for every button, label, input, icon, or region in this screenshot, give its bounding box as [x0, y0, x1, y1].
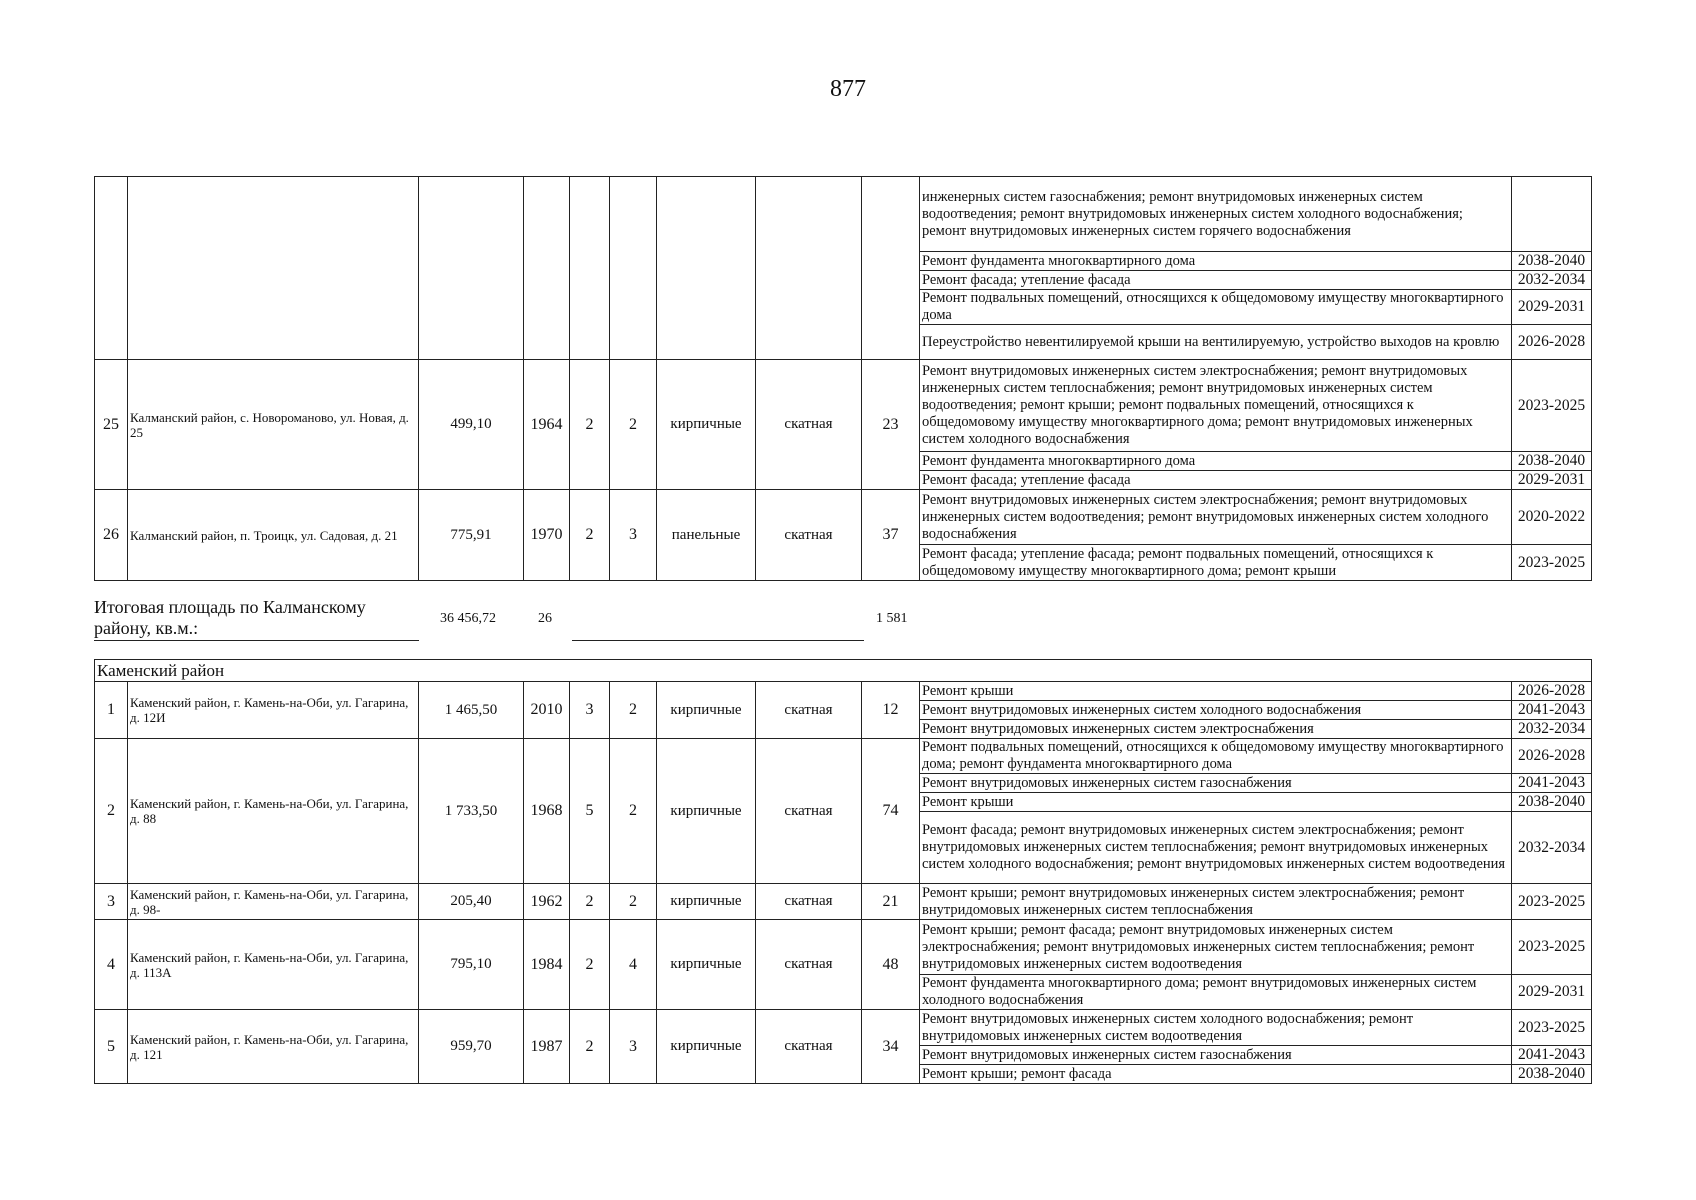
walls-cell: кирпичные: [657, 360, 756, 490]
total-area: 36 456,72: [440, 611, 496, 626]
total-houses-count: 26: [538, 611, 552, 626]
work-period: 2032-2034: [1512, 812, 1592, 884]
floors-cell: 2: [570, 490, 610, 581]
page-number: 877: [830, 76, 866, 102]
address-cell: Каменский район, г. Камень-на-Оби, ул. Гагарина, д. 98-: [128, 884, 419, 920]
address-cell: Каменский район, г. Камень-на-Оби, ул. Гагарина, д. 88: [128, 739, 419, 884]
work-period: 2023-2025: [1512, 1010, 1592, 1046]
work-description: Ремонт внутридомовых инженерных систем электроснабжения; ремонт внутридомовых инженерных систем водоотведения; ремонт внутридомовых инженерных систем холодного водоснабжения: [920, 490, 1512, 545]
floors-cell: 2: [570, 1010, 610, 1084]
year-cell: 2010: [524, 682, 570, 739]
row-number: 25: [95, 360, 128, 490]
work-period: 2026-2028: [1512, 682, 1592, 701]
work-description: Ремонт фасада; утепление фасада: [920, 471, 1512, 490]
work-period: 2041-2043: [1512, 701, 1592, 720]
total-underline-label: [94, 640, 419, 641]
work-period: 2020-2022: [1512, 490, 1592, 545]
entrances-cell: 4: [610, 920, 657, 1010]
work-description: Ремонт фундамента многоквартирного дома: [920, 252, 1512, 271]
work-period: 2038-2040: [1512, 1065, 1592, 1084]
residents-cell: 37: [862, 490, 920, 581]
area-cell: 205,40: [419, 884, 524, 920]
empty-cell: [570, 177, 610, 360]
table-row: [95, 177, 1592, 252]
year-cell: 1964: [524, 360, 570, 490]
work-period: 2029-2031: [1512, 975, 1592, 1010]
roof-cell: скатная: [756, 920, 862, 1010]
residents-cell: 23: [862, 360, 920, 490]
work-description: Ремонт фасада; утепление фасада: [920, 271, 1512, 290]
work-description: Ремонт внутридомовых инженерных систем холодного водоснабжения: [920, 701, 1512, 720]
roof-cell: скатная: [756, 360, 862, 490]
area-cell: 1 465,50: [419, 682, 524, 739]
empty-cell: [95, 177, 128, 360]
residents-cell: 48: [862, 920, 920, 1010]
roof-cell: скатная: [756, 739, 862, 884]
walls-cell: кирпичные: [657, 920, 756, 1010]
walls-cell: кирпичные: [657, 884, 756, 920]
area-cell: 499,10: [419, 360, 524, 490]
work-description: Ремонт фундамента многоквартирного дома; ремонт внутридомовых инженерных систем холодного водоснабжения: [920, 975, 1512, 1010]
residents-cell: 34: [862, 1010, 920, 1084]
work-period: 2023-2025: [1512, 360, 1592, 452]
roof-cell: скатная: [756, 1010, 862, 1084]
empty-cell: [128, 177, 419, 360]
area-cell: 1 733,50: [419, 739, 524, 884]
row-number: 2: [95, 739, 128, 884]
work-description: Ремонт внутридомовых инженерных систем холодного водоснабжения; ремонт внутридомовых инженерных систем водоотведения: [920, 1010, 1512, 1046]
floors-cell: 2: [570, 360, 610, 490]
work-description: Ремонт подвальных помещений, относящихся к общедомовому имуществу многоквартирного дома: [920, 290, 1512, 325]
residents-cell: 21: [862, 884, 920, 920]
district-total-label: Итоговая площадь по Калманскому району, кв.м.:: [94, 597, 366, 638]
work-period: 2026-2028: [1512, 739, 1592, 774]
work-period: 2029-2031: [1512, 471, 1592, 490]
work-description: Ремонт фасада; ремонт внутридомовых инженерных систем электроснабжения; ремонт внутридомовых инженерных систем теплоснабжения; ремонт внутридомовых инженерных систем холодного водоснабжения; ремонт внутридомовых инженерных систем водоотведения: [920, 812, 1512, 884]
entrances-cell: 3: [610, 1010, 657, 1084]
residents-cell: 74: [862, 739, 920, 884]
work-period: 2038-2040: [1512, 793, 1592, 812]
work-period: 2023-2025: [1512, 920, 1592, 975]
floors-cell: 2: [570, 920, 610, 1010]
row-number: 26: [95, 490, 128, 581]
work-description: Ремонт фасада; утепление фасада; ремонт подвальных помещений, относящихся к общедомовому имуществу многоквартирного дома; ремонт крыши: [920, 545, 1512, 581]
work-description: Ремонт крыши: [920, 682, 1512, 701]
table-row: [95, 884, 1592, 920]
work-period: 2023-2025: [1512, 884, 1592, 920]
work-description: инженерных систем газоснабжения; ремонт внутридомовых инженерных систем водоотведения; ремонт внутридомовых инженерных систем холодного водоснабжения; ремонт внутридомовых инженерных систем горячего водоснабжения: [920, 177, 1512, 252]
roof-cell: скатная: [756, 884, 862, 920]
walls-cell: кирпичные: [657, 1010, 756, 1084]
work-period: [1512, 177, 1592, 252]
year-cell: 1984: [524, 920, 570, 1010]
address-cell: Каменский район, г. Камень-на-Оби, ул. Гагарина, д. 12И: [128, 682, 419, 739]
walls-cell: кирпичные: [657, 739, 756, 884]
work-description: Ремонт внутридомовых инженерных систем газоснабжения: [920, 1046, 1512, 1065]
work-period: 2041-2043: [1512, 1046, 1592, 1065]
work-period: 2038-2040: [1512, 452, 1592, 471]
walls-cell: панельные: [657, 490, 756, 581]
entrances-cell: 2: [610, 739, 657, 884]
row-number: 4: [95, 920, 128, 1010]
total-underline-middle: [572, 640, 864, 641]
row-number: 5: [95, 1010, 128, 1084]
entrances-cell: 2: [610, 360, 657, 490]
work-description: Ремонт крыши; ремонт внутридомовых инженерных систем электроснабжения; ремонт внутридомовых инженерных систем теплоснабжения: [920, 884, 1512, 920]
address-cell: Каменский район, г. Камень-на-Оби, ул. Гагарина, д. 121: [128, 1010, 419, 1084]
work-description: Ремонт подвальных помещений, относящихся к общедомовому имуществу многоквартирного дома; ремонт фундамента многоквартирного дома: [920, 739, 1512, 774]
work-description: Ремонт крыши; ремонт фасада; ремонт внутридомовых инженерных систем электроснабжения; ремонт внутридомовых инженерных систем теплоснабжения; ремонт внутридомовых инженерных систем водоотведения: [920, 920, 1512, 975]
work-description: Переустройство невентилируемой крыши на вентилируемую, устройство выходов на кровлю: [920, 325, 1512, 360]
floors-cell: 2: [570, 884, 610, 920]
table-row: [95, 360, 1592, 452]
row-number: 3: [95, 884, 128, 920]
work-period: 2041-2043: [1512, 774, 1592, 793]
year-cell: 1970: [524, 490, 570, 581]
work-period: 2038-2040: [1512, 252, 1592, 271]
address-cell: Калманский район, п. Троицк, ул. Садовая, д. 21: [128, 490, 419, 581]
table-row: [95, 739, 1592, 774]
bottom-registry-table: [94, 659, 1592, 1084]
empty-cell: [862, 177, 920, 360]
work-period: 2032-2034: [1512, 271, 1592, 290]
empty-cell: [610, 177, 657, 360]
total-residents: 1 581: [876, 611, 908, 626]
top-registry-table: [94, 176, 1592, 581]
work-description: Ремонт фундамента многоквартирного дома: [920, 452, 1512, 471]
district-header: Каменский район: [95, 660, 1592, 682]
table-row: [95, 1010, 1592, 1046]
roof-cell: скатная: [756, 682, 862, 739]
year-cell: 1968: [524, 739, 570, 884]
entrances-cell: 2: [610, 884, 657, 920]
year-cell: 1962: [524, 884, 570, 920]
entrances-cell: 2: [610, 682, 657, 739]
row-number: 1: [95, 682, 128, 739]
table-row: [95, 490, 1592, 545]
entrances-cell: 3: [610, 490, 657, 581]
address-cell: Каменский район, г. Камень-на-Оби, ул. Гагарина, д. 113А: [128, 920, 419, 1010]
work-period: 2023-2025: [1512, 545, 1592, 581]
walls-cell: кирпичные: [657, 682, 756, 739]
area-cell: 795,10: [419, 920, 524, 1010]
work-description: Ремонт внутридомовых инженерных систем газоснабжения: [920, 774, 1512, 793]
year-cell: 1987: [524, 1010, 570, 1084]
residents-cell: 12: [862, 682, 920, 739]
work-period: 2032-2034: [1512, 720, 1592, 739]
work-period: 2026-2028: [1512, 325, 1592, 360]
work-description: Ремонт крыши: [920, 793, 1512, 812]
roof-cell: скатная: [756, 490, 862, 581]
empty-cell: [756, 177, 862, 360]
area-cell: 959,70: [419, 1010, 524, 1084]
empty-cell: [657, 177, 756, 360]
empty-cell: [524, 177, 570, 360]
table-row: [95, 920, 1592, 975]
floors-cell: 5: [570, 739, 610, 884]
table-row: [95, 682, 1592, 701]
address-cell: Калманский район, с. Новороманово, ул. Новая, д. 25: [128, 360, 419, 490]
work-period: 2029-2031: [1512, 290, 1592, 325]
work-description: Ремонт крыши; ремонт фасада: [920, 1065, 1512, 1084]
work-description: Ремонт внутридомовых инженерных систем электроснабжения; ремонт внутридомовых инженерных систем теплоснабжения; ремонт внутридомовых инженерных систем водоотведения; ремонт крыши; ремонт подвальных помещений, относящихся к общедомовому имуществу многоквартирного дома; ремонт внутридомовых инженерных систем холодного водоснабжения: [920, 360, 1512, 452]
work-description: Ремонт внутридомовых инженерных систем электроснабжения: [920, 720, 1512, 739]
area-cell: 775,91: [419, 490, 524, 581]
floors-cell: 3: [570, 682, 610, 739]
empty-cell: [419, 177, 524, 360]
